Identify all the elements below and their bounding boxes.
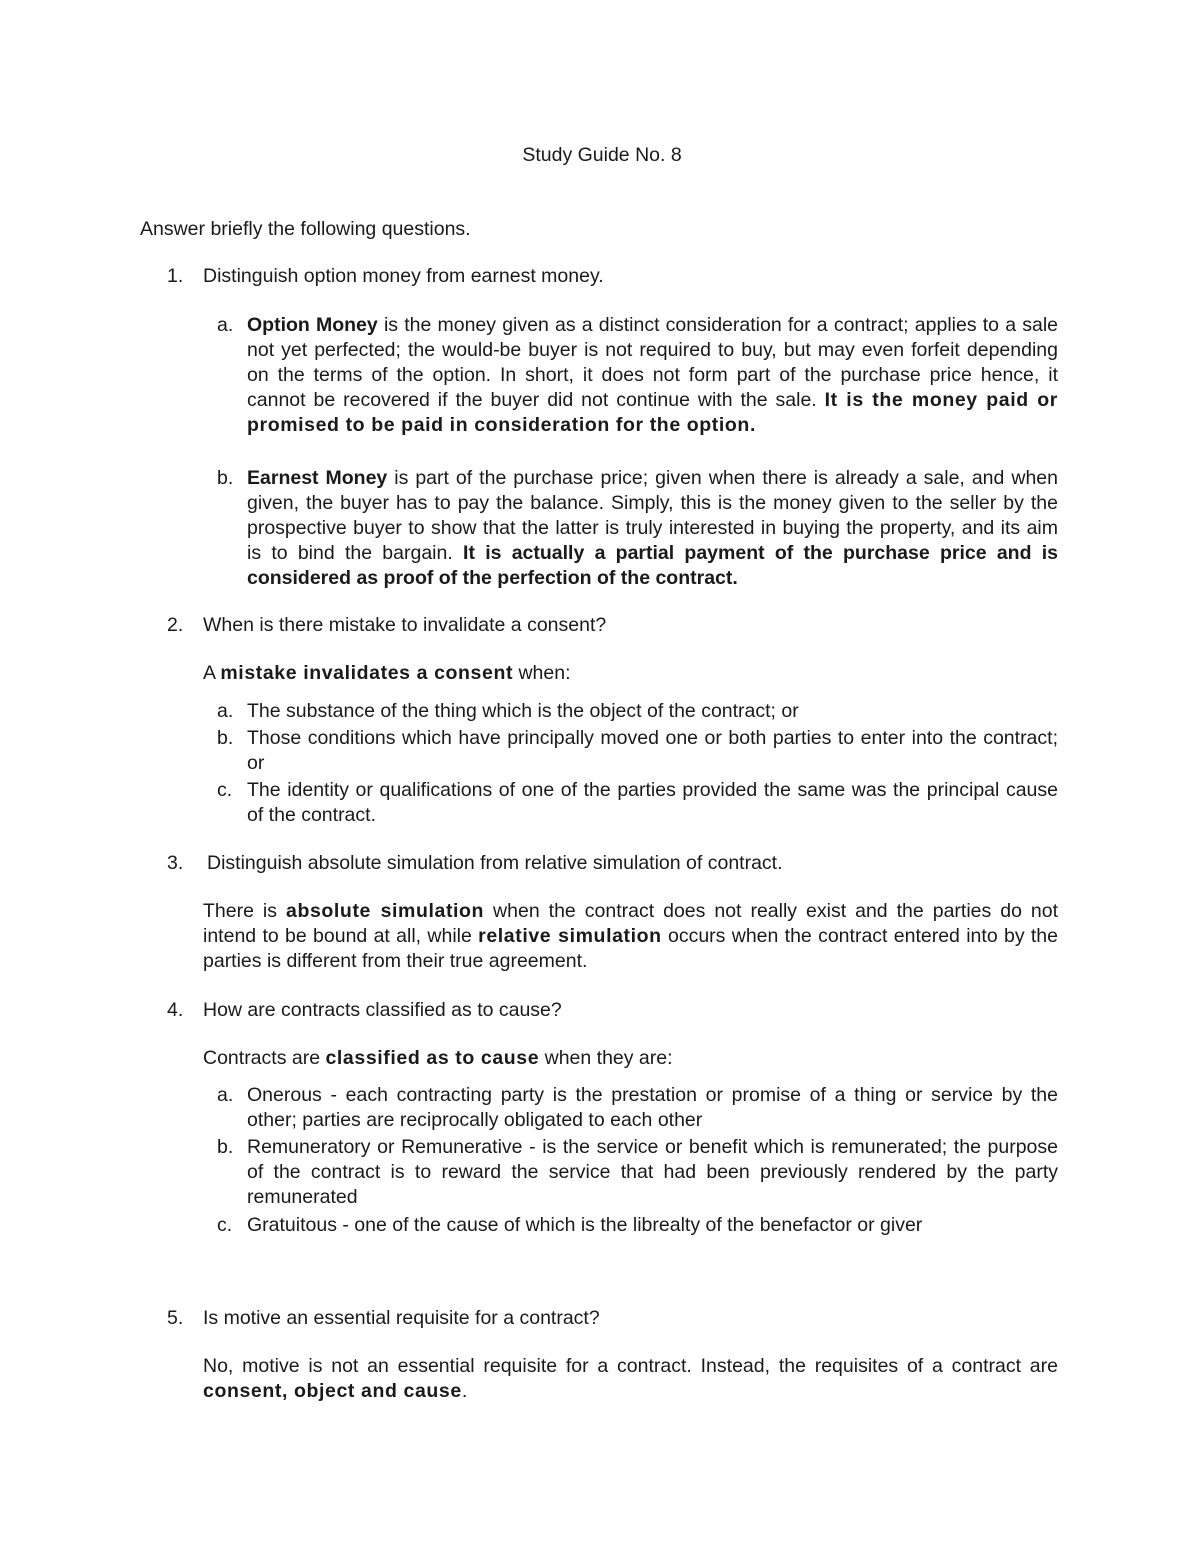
list-item: [217, 699, 1058, 724]
question-number: 5.: [167, 1307, 184, 1329]
list-item: [217, 1213, 1058, 1238]
list-item: [217, 1135, 1058, 1210]
list-item: [217, 778, 1058, 828]
answer-paragraph: There is absolute simulation when the contract does not really exist and the parties do not intend to be bound at all, while relative simulation occurs when the contract entered into by the parties is different from their true agreement.: [203, 900, 1059, 972]
bold-term: absolute simulation: [286, 900, 485, 922]
question-text: How are contracts classified as to cause?: [203, 999, 562, 1021]
page-title: Study Guide No. 8: [522, 144, 682, 166]
bold-phrase: mistake invalidates a consent: [220, 662, 514, 684]
item-text: Earnest Money is part of the purchase price; given when there is already a sale, and when given, the buyer has to pay the balance. Simply, this is the money given to the seller by the prospective buyer to show that the latter is truly interested in buying the property, and its aim is to bind the bargain. It is actually a partial payment of the purchase price and is considered as proof of the perfection of the contract.: [247, 467, 1058, 589]
instructions: Answer briefly the following questions.: [140, 218, 471, 240]
item-label: a.: [217, 314, 234, 336]
bold-phrase: classified as to cause: [325, 1047, 540, 1069]
item-label: a.: [217, 700, 234, 722]
item-text: Gratuitous - one of the cause of which is the librealty of the benefactor or giver: [247, 1214, 923, 1236]
answer-item-earnest-money: [217, 466, 1058, 591]
item-label: a.: [217, 1084, 234, 1106]
answer-lead: Contracts are classified as to cause when they are:: [203, 1047, 673, 1069]
item-label: c.: [217, 779, 233, 801]
term-earnest-money: Earnest Money: [247, 467, 388, 489]
item-label: c.: [217, 1214, 233, 1236]
term-option-money: Option Money: [247, 314, 378, 336]
question-text: Distinguish absolute simulation from relative simulation of contract.: [207, 852, 783, 874]
list-item: [217, 726, 1058, 776]
item-text: Those conditions which have principally moved one or both parties to enter into the contract; or: [247, 727, 1058, 774]
bold-definition: It is actually a partial payment of the purchase price and is considered as proof of the perfection of the contract.: [247, 542, 1058, 589]
item-text: Onerous - each contracting party is the prestation or promise of a thing or service by the other; parties are reciprocally obligated to each other: [247, 1084, 1058, 1131]
question-number: 1.: [167, 265, 184, 287]
question-number: 2.: [167, 614, 184, 636]
list-item: [217, 1083, 1058, 1133]
answer-paragraph: No, motive is not an essential requisite for a contract. Instead, the requisites of a contract are consent, object and cause.: [203, 1355, 1058, 1402]
item-text: Remuneratory or Remunerative - is the service or benefit which is remunerated; the purpose of the contract is to reward the service that had been previously rendered by the party remunerated: [247, 1136, 1058, 1208]
answer-lead: A mistake invalidates a consent when:: [203, 662, 571, 684]
item-label: b.: [217, 467, 234, 489]
item-text: Option Money is the money given as a distinct consideration for a contract; applies to a sale not yet perfected; the would-be buyer is not required to buy, but may even forfeit depending on the terms of the option. In short, it does not form part of the purchase price hence, it cannot be recovered if the buyer did not continue with the sale. It is the money paid or promised to be paid in consideration for the option.: [247, 314, 1059, 436]
question-text: When is there mistake to invalidate a consent?: [203, 614, 607, 636]
bold-term: relative simulation: [478, 925, 662, 947]
item-label: b.: [217, 1136, 234, 1158]
answer-item-option-money: [217, 313, 1058, 438]
item-label: b.: [217, 727, 234, 749]
item-text: The identity or qualifications of one of the parties provided the same was the principal cause of the contract.: [247, 779, 1058, 826]
question-number: 4.: [167, 999, 184, 1021]
bold-phrase: consent, object and cause: [203, 1380, 462, 1402]
item-text: The substance of the thing which is the object of the contract; or: [247, 700, 799, 722]
question-text: Is motive an essential requisite for a contract?: [203, 1307, 600, 1329]
question-number: 3.: [167, 852, 184, 874]
bold-definition: It is the money paid or promised to be paid in consideration for the option.: [247, 389, 1058, 436]
question-text: Distinguish option money from earnest money.: [203, 265, 604, 287]
